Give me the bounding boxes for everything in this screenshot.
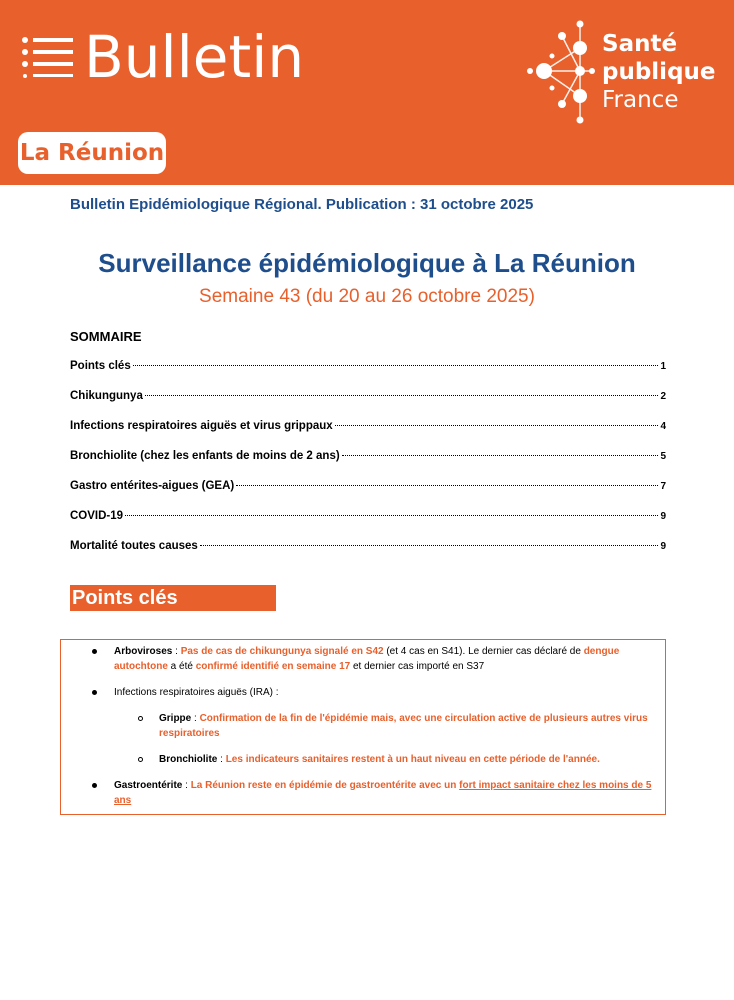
ira-label: Infections respiratoires aiguës (IRA): [114, 687, 273, 698]
toc-item-mortalite[interactable]: [70, 540, 666, 570]
toc-item-label: Gastro entérites-aigues (GEA): [70, 480, 235, 492]
arboviroses-text-5: a été: [167, 661, 196, 672]
toc-item-points-cles[interactable]: [70, 360, 666, 390]
toc-dot-leader: [145, 395, 659, 396]
gastro-separator: :: [182, 780, 191, 791]
key-point-ira: [114, 685, 279, 700]
region-badge: La Réunion: [18, 132, 166, 174]
toc-item-label: Chikungunya: [70, 390, 143, 402]
section-heading-points-cles: Points clés: [70, 585, 276, 611]
toc-item-page: 2: [660, 391, 666, 402]
page-title: Surveillance épidémiologique à La Réunion: [98, 248, 636, 278]
hamburger-list-icon: [22, 36, 74, 78]
publication-line: Bulletin Epidémiologique Régional. Publication : 31 octobre 2025: [70, 196, 534, 213]
bullet-icon: [92, 783, 97, 788]
gastro-link-ans[interactable]: ans: [114, 795, 132, 806]
toc-title: SOMMAIRE: [70, 329, 142, 344]
toc-dot-leader: [342, 455, 659, 456]
logo-line-2: publique: [602, 59, 716, 85]
toc-item-label: Mortalité toutes causes: [70, 540, 198, 552]
gastro-link-impact[interactable]: fort impact sanitaire chez les moins de 5: [459, 780, 652, 791]
toc-item-gastro[interactable]: [70, 480, 666, 510]
toc-dot-leader: [125, 515, 658, 516]
table-of-contents: [70, 360, 666, 570]
toc-item-bronchiolite[interactable]: [70, 450, 666, 480]
key-point-arboviroses: [114, 644, 664, 674]
arboviroses-highlight-1: Pas de cas de chikungunya signalé en S42: [180, 646, 384, 657]
toc-item-label: Bronchiolite (chez les enfants de moins de 2 ans): [70, 450, 340, 462]
arboviroses-highlight-autochtone: autochtone: [114, 661, 168, 672]
toc-dot-leader: [335, 425, 659, 426]
toc-dot-leader: [200, 545, 659, 546]
bronchiolite-text: Les indicateurs sanitaires restent à un haut niveau en cette période de l'année.: [225, 754, 600, 765]
bulletin-title: Bulletin: [84, 23, 305, 91]
toc-item-page: 4: [660, 421, 666, 432]
toc-item-page: 5: [660, 451, 666, 462]
ira-separator: :: [272, 687, 279, 698]
toc-item-page: 9: [660, 541, 666, 552]
toc-item-chikungunya[interactable]: [70, 390, 666, 420]
toc-item-label: Infections respiratoires aiguës et virus grippaux: [70, 420, 333, 432]
toc-item-page: 9: [660, 511, 666, 522]
logo-line-1: Santé: [602, 31, 678, 57]
bullet-icon: [92, 649, 97, 654]
key-point-grippe: [159, 711, 665, 741]
arboviroses-text-2: (et 4 cas en S41). Le dernier cas déclaré de: [383, 646, 584, 657]
bronchiolite-separator: :: [217, 754, 226, 765]
arboviroses-separator: :: [172, 646, 181, 657]
logo-line-3: France: [602, 87, 679, 113]
key-point-bronchiolite: [159, 752, 600, 767]
key-points-box: [60, 639, 666, 815]
toc-item-infections-respiratoires[interactable]: [70, 420, 666, 450]
bronchiolite-label: Bronchiolite: [159, 754, 218, 765]
arboviroses-text-7: et dernier cas importé en S37: [350, 661, 485, 672]
logo-wordmark: [602, 30, 716, 114]
arboviroses-highlight-dengue: dengue: [583, 646, 620, 657]
grippe-separator: :: [191, 713, 200, 724]
gastro-text-1: La Réunion reste en épidémie de gastroentérite avec un: [190, 780, 460, 791]
toc-item-page: 7: [660, 481, 666, 492]
toc-item-page: 1: [660, 361, 666, 372]
header-banner: [0, 0, 734, 185]
grippe-text-1: Confirmation de la fin de l'épidémie mais, avec une circulation active de plusieurs autres virus: [199, 713, 648, 724]
page-subtitle: Semaine 43 (du 20 au 26 octobre 2025): [199, 286, 535, 307]
circle-bullet-icon: [138, 716, 143, 721]
grippe-label: Grippe: [159, 713, 192, 724]
grippe-text-2: respiratoires: [159, 728, 220, 739]
bullet-icon: [92, 690, 97, 695]
arboviroses-highlight-confirme: confirmé identifié en semaine 17: [195, 661, 351, 672]
toc-item-label: Points clés: [70, 360, 131, 372]
toc-dot-leader: [133, 365, 659, 366]
gastro-label: Gastroentérite: [114, 780, 183, 791]
key-point-gastro: [114, 778, 664, 808]
circle-bullet-icon: [138, 757, 143, 762]
toc-item-label: COVID-19: [70, 510, 124, 522]
toc-dot-leader: [236, 485, 658, 486]
arboviroses-label: Arboviroses: [114, 646, 173, 657]
toc-item-covid[interactable]: [70, 510, 666, 540]
